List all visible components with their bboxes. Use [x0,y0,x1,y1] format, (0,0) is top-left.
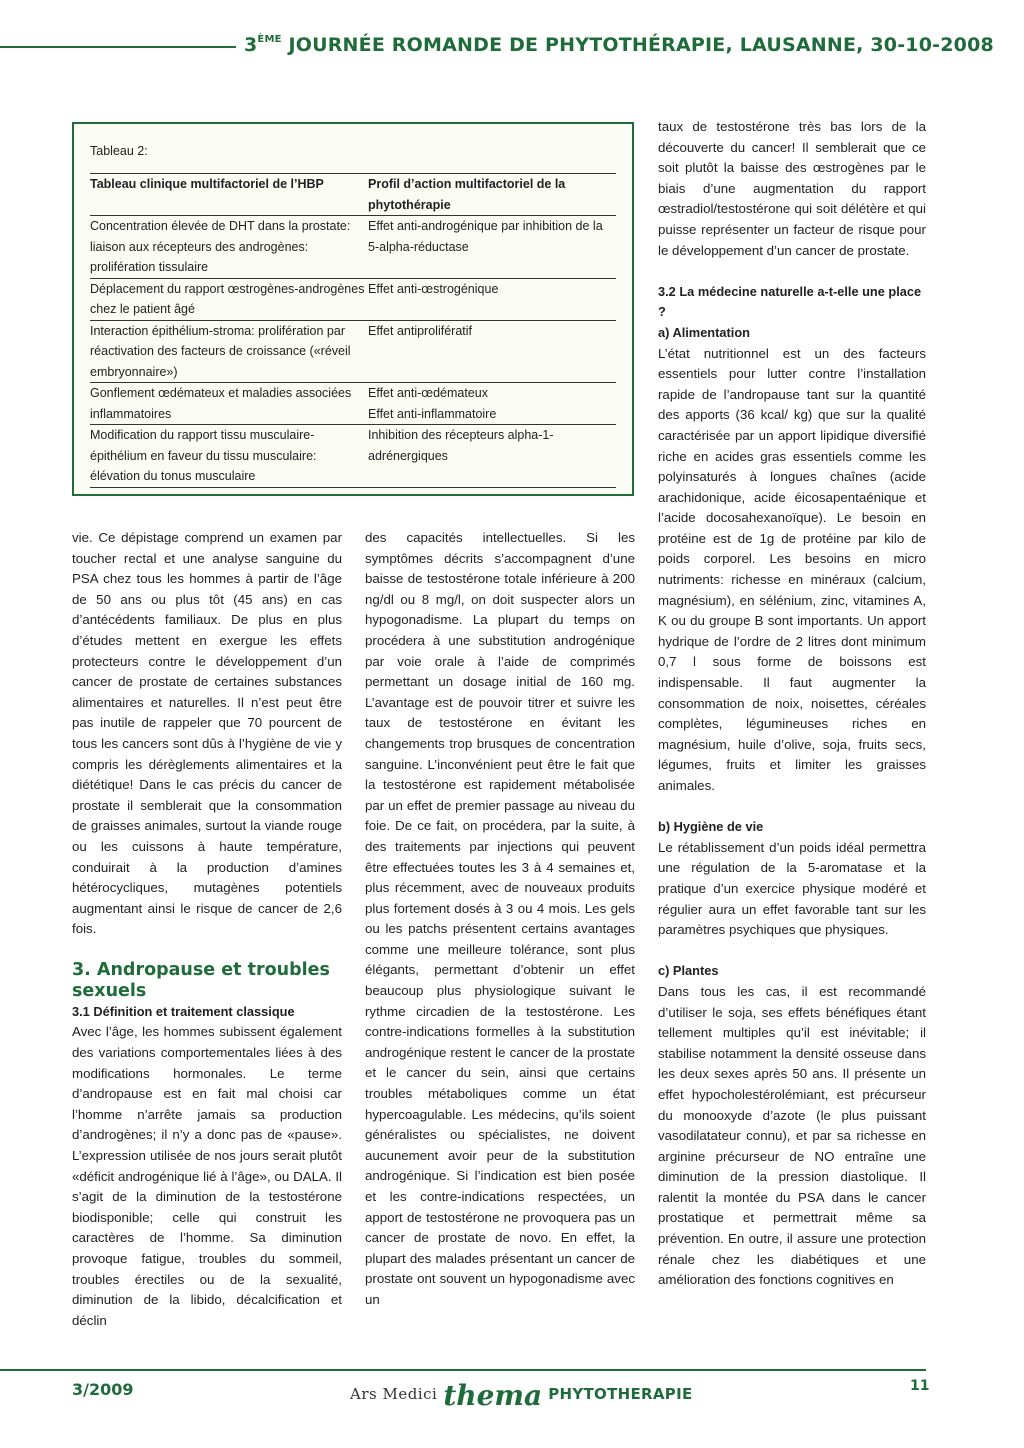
table-cell: Effet anti-œstrogénique [368,278,616,320]
table-cell: Effet anti-œdémateux Effet anti-inflammatoire [368,383,616,425]
table-cell: Déplacement du rapport œstrogènes-androgènes chez le patient âgé [90,278,368,320]
subsection-a-heading: a) Alimentation [658,324,750,340]
table-row [90,425,616,488]
subsection-c-heading: c) Plantes [658,963,719,979]
subsection-b-heading: b) Hygiène de vie [658,819,764,835]
table-cell: Effet anti-androgénique par inhibition de la 5-alpha-réductase [368,216,616,279]
text-column-3 [658,117,926,1291]
table-cell: Interaction épithélium-stroma: prolifération par réactivation des facteurs de croissance («réveil embryonnaire») [90,320,368,383]
table-cell: Effet antiprolifératif [368,320,616,383]
table-header-row [90,174,616,216]
header-rule [0,46,236,48]
logo-ars-medici: Ars Medici [350,1385,438,1403]
text-column-2 [365,528,635,1311]
table-row [90,320,616,383]
table-header-cell: Profil d’action multifactoriel de la phytothérapie [368,174,616,216]
body-paragraph: taux de testostérone très bas lors de la découverte du cancer! Il semblerait que ce soit plutôt la baisse des œstrogènes par le biais d’une augmentation du rapport œstradiol/testostérone qui soit délétère et qui puisse représenter un facteur de risque pour le développement d’un cancer de prostate. [658,119,926,258]
table-cell: Modification du rapport tissu musculaire-épithélium en faveur du tissu musculaire: élévation du tonus musculaire [90,425,368,488]
body-paragraph: des capacités intellectuelles. Si les symptômes décrits s’accompagnent d’une baisse de testostérone totale inférieure à 200 ng/dl ou 8 mg/l, on doit suspecter alors un hypogonadisme. La plupart du temps on procédera à une substitution androgénique par voie orale à l’aide de comprimés permettant un dosage initial de 160 mg. L’avantage est de pouvoir titrer et suivre les taux de testostérone en évitant les changements trop brusques de concentration sanguine. L’inconvénient peut être le fait que la testostérone est rapidement métabolisée par un effet de premier passage au niveau du foie. De ce fait, on procédera, par la suite, à des traitements par injections qui peuvent être effectuées toutes les 3 à 4 semaines et, plus récemment, avec de nouveaux produits plus fortement dosés à 3 ou 4 mois. Les gels ou les patchs présentent certains avantages comme une meilleure tolérance, sont plus élégants, permettant d’obtenir un effet beaucoup plus physiologique suivant le rythme circadien de la testostérone. Les contre-indications formelles à la substitution androgénique restent le cancer de la prostate et le cancer du sein, ainsi que certains troubles métaboliques comme un état hypercoagulable. Les médecins, qu’ils soient généralistes ou spécialistes, ne doivent aucunement avoir peur de la substitution androgénique. Si l’indication est bien posée et les contre-indications respectées, un apport de testostérone ne provoquera pas un cancer de prostate de novo. En effet, la plupart des malades présentant un cancer de prostate ont souvent un hypogonadisme avec un [365,530,635,1307]
section-heading: 3. Andropause et troubles sexuels [72,959,330,1001]
logo-thema: thema [443,1379,543,1412]
table-cell: Concentration élevée de DHT dans la prostate: liaison aux récepteurs des androgènes: prolifération tissulaire [90,216,368,279]
multifactorial-table [90,173,616,488]
table-header-cell: Tableau clinique multifactoriel de l’HBP [90,174,368,216]
table-2-box [72,122,634,496]
subsection-heading: 3.2 La médecine naturelle a-t-elle une place ? [658,283,922,320]
logo-subtitle: PHYTOTHERAPIE [548,1385,693,1403]
table-cell: Gonflement œdémateux et maladies associées inflammatoires [90,383,368,425]
body-paragraph: Dans tous les cas, il est recommandé d’utiliser le soja, ses effets bénéfiques étant tellement multiples qu’il est inévitable; il stabilise notamment la densité osseuse dans les deux sexes après 50 ans. Il présente un effet hypocholestérolémiant, est précurseur du monooxyde d’azote (le plus puissant vasodilatateur connu), et par sa richesse en arginine précurseur de NO entraîne une diminution de la pression diastolique. Il ralentit la montée du PSA dans le cancer prostatique et permettrait même sa prévention. En outre, il assure une protection rénale chez les diabétiques et une amélioration des fonctions cognitives en [658,983,926,1288]
table-row [90,216,616,279]
body-paragraph: vie. Ce dépistage comprend un examen par toucher rectal et une analyse sanguine du PSA chez tous les hommes à partir de l’âge de 50 ans ou plus tôt (45 ans) en cas d’antécédents familiaux. De plus en plus d’études mettent en exergue les effets protecteurs contre le développement d’un cancer de prostate de certaines substances alimentaires et naturelles. Il n’est peut être pas inutile de rappeler que 70 pourcent de tous les cancers sont dûs à l’hygiène de vie y compris les dérèglements alimentaires et la diététique! Dans le cas précis du cancer de prostate il semblerait que la consommation de graisses animales, surtout la viande rouge ou les cuissons à haute température, conduirait à la production d’amines hétérocycliques, mutagènes potentiels augmentant ainsi le risque de cancer de 2,6 fois. [72,530,342,937]
body-paragraph: Avec l’âge, les hommes subissent également des variations comportementales liées à des modifications hormonales. Le terme d’andropause est en fait mal choisi car l’homme n’arrête jamais sa production d’androgènes; il n’y a donc pas de «pause». L’expression utilisée de nos jours serait plutôt «déficit androgénique lié à l’âge», ou DALA. Il s’agit de la diminution de la testostérone biodisponible; celle qui construit les caractères de l’homme. Sa diminution provoque fatigue, troubles du sommeil, troubles érectiles ou de la sexualité, diminution de la libido, décalcification et déclin [72,1024,342,1328]
footer-rule [0,1369,926,1371]
table-row [90,383,616,425]
table-row [90,278,616,320]
text-column-1 [72,528,342,1331]
issue-number: 3/2009 [72,1380,134,1399]
table-caption: Tableau 2: [90,144,148,158]
page-header-title: 3ÈME JOURNÉE ROMANDE DE PHYTOTHÉRAPIE, LAUSANNE, 30-10-2008 [244,33,994,56]
page-number: 11 [910,1378,930,1394]
journal-logo [350,1376,693,1412]
body-paragraph: L’état nutritionnel est un des facteurs essentiels pour lutter contre l’installation rapide de l’andropause tant sur la quantité des apports (36 kcal/ kg) que sur la qualité caractérisée par un apport lipidique diversifié riche en acides gras essentiels comme les polyinsaturés à longues chaînes (acide arachidonique, acide éicosapentaénique et l’acide docosahexanoïque). Le besoin en protéine est de 1g de protéine par kilo de poids corporel. Les besoins en micro nutriments: richesse en minéraux (calcium, magnésium), en sélénium, zinc, vitamines A, K ou du groupe B sont importants. Un apport hydrique de l’ordre de 2 litres dont minimum 0,7 l sous forme de boissons est indispensable. Il faut augmenter la consommation de noix, noisettes, céréales complètes, légumineuses riches en magnésium, huile d’olive, soja, fruits secs, légumes, fruits et limiter les graisses animales. [658,345,926,793]
subsection-heading: 3.1 Définition et traitement classique [72,1003,295,1019]
body-paragraph: Le rétablissement d’un poids idéal permettra une régulation de la 5-aromatase et la pratique d’un exercice physique modéré et régulier aura un effet favorable tant sur les paramètres psychiques que physiques. [658,839,926,938]
table-cell: Inhibition des récepteurs alpha-1-adrénergiques [368,425,616,488]
